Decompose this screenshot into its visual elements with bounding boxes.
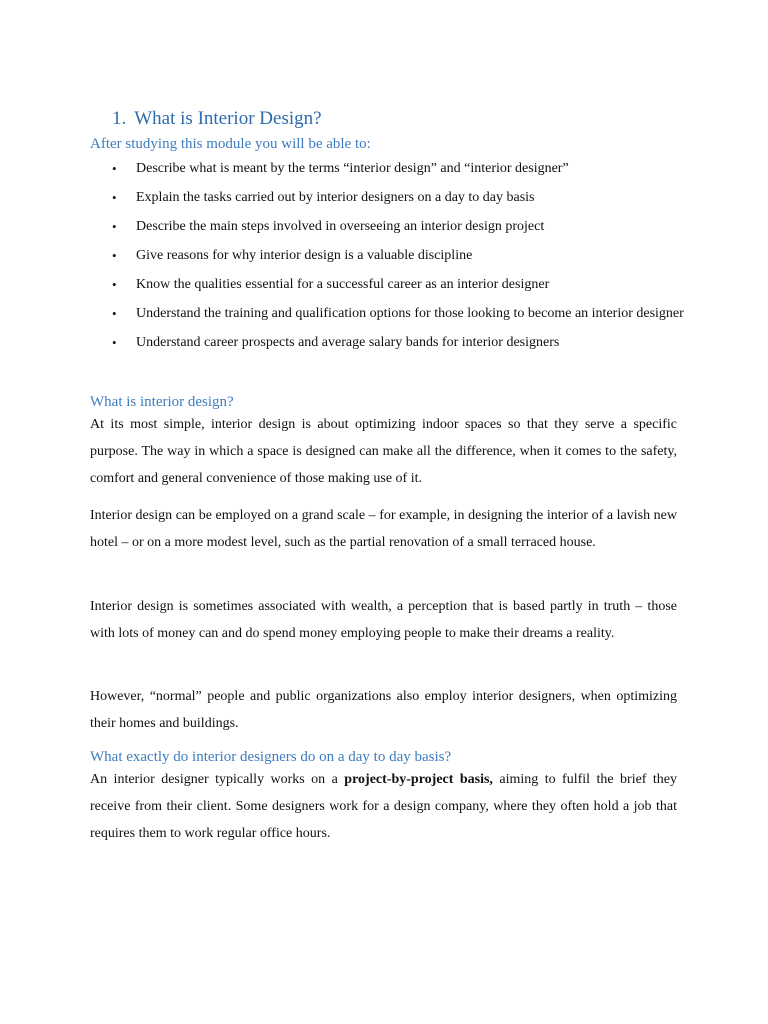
objectives-list bbox=[112, 156, 692, 359]
bullet-icon: • bbox=[112, 306, 117, 321]
paragraph: Interior design is sometimes associated with wealth, a perception that is based partly in truth – those with lots of money can and do spend money employing people to make their dreams a reality. bbox=[90, 599, 677, 641]
paragraph: Interior design can be employed on a grand scale – for example, in designing the interior of a lavish new hotel – or on a more modest level, such as the partial renovation of a small terraced house. bbox=[90, 508, 677, 550]
list-item: • Understand career prospects and average salary bands for interior designers bbox=[112, 330, 692, 356]
page-title bbox=[112, 108, 322, 130]
bullet-icon: • bbox=[112, 248, 117, 263]
list-item: • Give reasons for why interior design is a valuable discipline bbox=[112, 243, 692, 269]
paragraph: An interior designer typically works on a project-by-project basis, aiming to fulfil the brief they receive from their client. Some designers work for a design company, where they often hold a job that requires them to work regular office hours. bbox=[90, 772, 678, 841]
objectives-intro: After studying this module you will be able to: bbox=[90, 136, 371, 152]
paragraph: At its most simple, interior design is about optimizing indoor spaces so that they serve a specific purpose. The way in which a space is designed can make all the difference, when it comes to the safety, comfort and general convenience of those making use of it. bbox=[90, 417, 677, 486]
bold-phrase: project-by-project basis, bbox=[344, 772, 493, 787]
list-item: • Explain the tasks carried out by interior designers on a day to day basis bbox=[112, 185, 692, 211]
paragraph: However, “normal” people and public organizations also employ interior designers, when optimizing their homes and buildings. bbox=[90, 689, 677, 731]
bullet-icon: • bbox=[112, 335, 117, 350]
section-heading-day-to-day: What exactly do interior designers do on a day to day basis? bbox=[90, 749, 452, 765]
bullet-icon: • bbox=[112, 190, 117, 205]
bullet-icon: • bbox=[112, 161, 117, 176]
section-heading-what-is: What is interior design? bbox=[90, 394, 234, 410]
bullet-icon: • bbox=[112, 219, 117, 234]
bullet-icon: • bbox=[112, 277, 117, 292]
title-text: What is Interior Design? bbox=[134, 108, 322, 129]
title-number: 1. bbox=[112, 108, 127, 129]
list-item: • Describe what is meant by the terms “interior design” and “interior designer” bbox=[112, 156, 692, 182]
list-item: • Understand the training and qualification options for those looking to become an interior designer bbox=[112, 301, 692, 327]
list-item: • Describe the main steps involved in overseeing an interior design project bbox=[112, 214, 692, 240]
list-item: • Know the qualities essential for a successful career as an interior designer bbox=[112, 272, 692, 298]
